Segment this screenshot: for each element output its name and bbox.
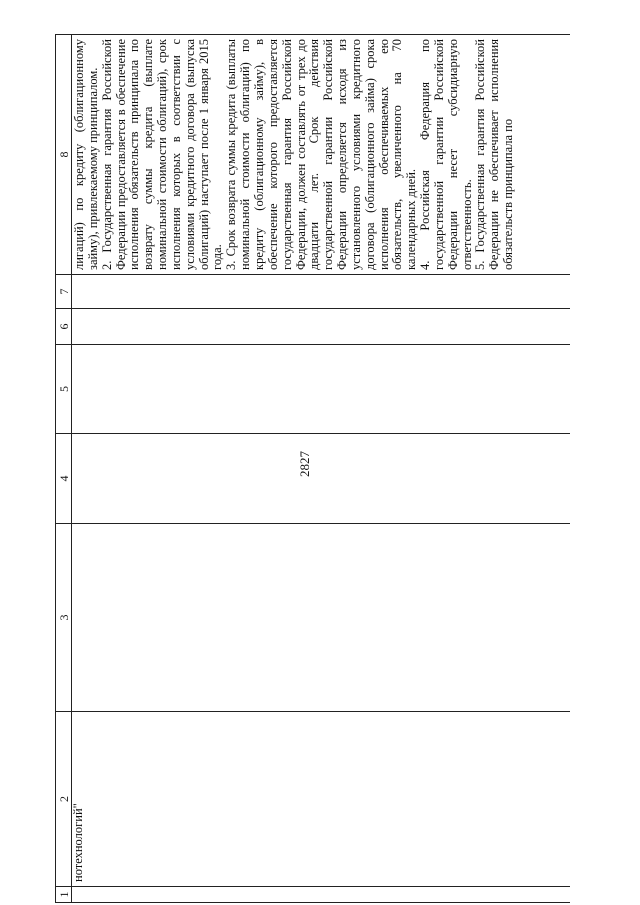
paragraph-2: 2. Государственная гарантия Российской Федерации предоставляется в обеспечение исполнения обязательств принципала по возврату суммы кредита (выплате номинальной стоимости облигаций), срок исполнения которых в соответствии с условиями кредитного договора (выпуска облигаций) наступает после 1 января 2015 года. xyxy=(99,39,225,270)
column-header-8: 8 xyxy=(56,35,72,275)
cell-column-5 xyxy=(72,345,570,434)
table-row xyxy=(72,35,570,903)
cell-column-6 xyxy=(72,309,570,345)
paragraph-5: 5. Государственная гарантия Российской Федерации не обеспечивает исполнения обязательств принципала по xyxy=(473,39,516,270)
cell-column-4 xyxy=(72,434,570,524)
cell-column-7 xyxy=(72,275,570,309)
cell-column-8 xyxy=(72,35,570,275)
page-number: 2827 xyxy=(297,451,312,477)
column-header-6: 6 xyxy=(56,309,72,345)
column-header-4: 4 xyxy=(56,434,72,524)
cell-column-3 xyxy=(72,524,570,712)
cell-column-1 xyxy=(72,887,570,903)
paragraph-4: 4. Российская Федерация по государственной гарантии Российской Федерации несет субсидиарную ответственность. xyxy=(418,39,474,270)
column-header-3: 3 xyxy=(56,524,72,712)
cell-column-2: нотехнологий" xyxy=(72,712,570,887)
column-header-2: 2 xyxy=(56,712,72,887)
paragraph-continuation: лигаций) по кредиту (облигационному займу), привлекаемому принципалом. xyxy=(72,39,100,270)
rotated-table-container xyxy=(55,35,570,903)
table-header-row xyxy=(56,35,72,903)
document-table xyxy=(55,34,570,903)
column-header-7: 7 xyxy=(56,275,72,309)
column-header-1: 1 xyxy=(56,887,72,903)
paragraph-3: 3. Срок возврата суммы кредита (выплаты номинальной стоимости облигаций) по кредиту (облигационному займу), в обеспечение которого предоставляется государственная гарантия Российской Федерации, должен составлять от трех до двадцати лет. Срок действия государственной гарантии Российской Федерации определяется исходя из установленного условиями кредитного договора (облигационного займа) срока исполнения обеспечиваемых ею обязательств, увеличенного на 70 календарных дней. xyxy=(224,39,419,270)
column-header-5: 5 xyxy=(56,345,72,434)
